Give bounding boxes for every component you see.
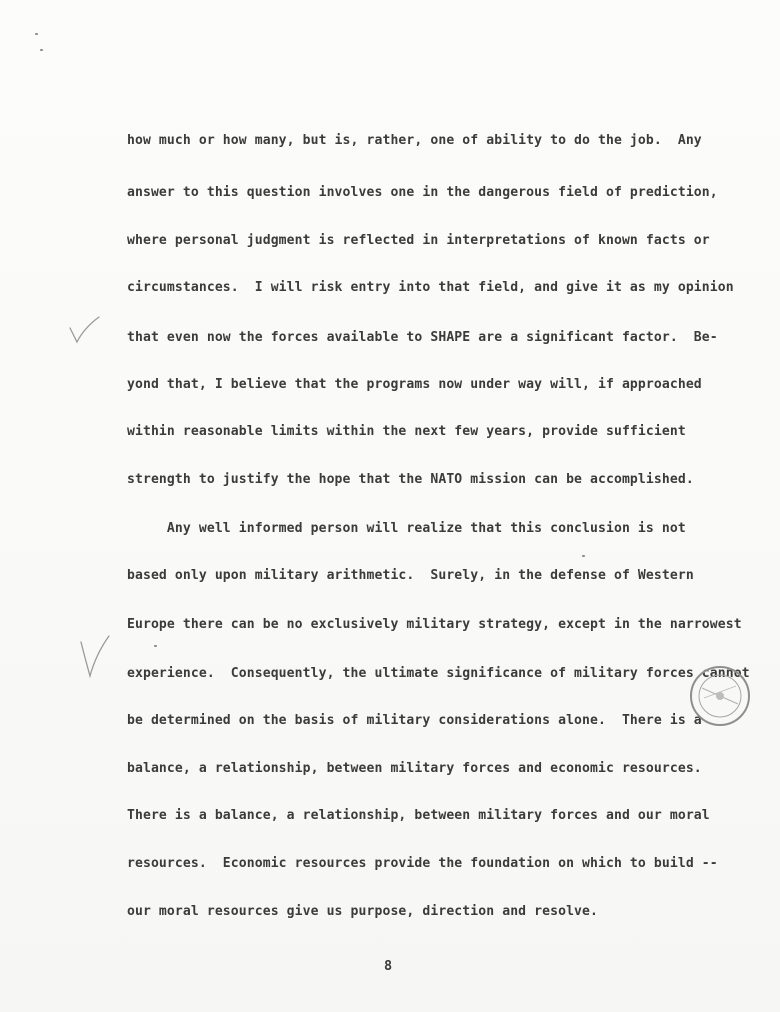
text-line-7: within reasonable limits within the next few years, provide sufficient <box>127 424 686 439</box>
library-stamp-icon <box>688 664 752 728</box>
check-mark-icon <box>66 314 102 346</box>
text-line-3: where personal judgment is reflected in interpretations of known facts or <box>127 233 710 248</box>
paper-speck <box>154 645 157 647</box>
text-line-11: Europe there can be no exclusively military strategy, except in the narrowest <box>127 617 742 632</box>
text-line-15: There is a balance, a relationship, between military forces and our moral <box>127 808 710 823</box>
paper-speck <box>35 33 38 35</box>
text-line-12: experience. Consequently, the ultimate significance of military forces cannot <box>127 666 750 681</box>
page-number: 8 <box>384 958 393 974</box>
text-line-16: resources. Economic resources provide the foundation on which to build -- <box>127 856 718 871</box>
text-line-2: answer to this question involves one in the dangerous field of prediction, <box>127 185 718 200</box>
text-line-6: yond that, I believe that the programs now under way will, if approached <box>127 377 702 392</box>
text-line-17: our moral resources give us purpose, direction and resolve. <box>127 904 599 919</box>
text-line-8: strength to justify the hope that the NATO mission can be accomplished. <box>127 472 694 487</box>
text-line-9: Any well informed person will realize that this conclusion is not <box>127 521 686 536</box>
text-line-1: how much or how many, but is, rather, one of ability to do the job. Any <box>127 133 702 148</box>
text-line-13: be determined on the basis of military considerations alone. There is a <box>127 713 702 728</box>
paper-speck <box>40 49 43 51</box>
text-line-10: based only upon military arithmetic. Surely, in the defense of Western <box>127 568 694 583</box>
text-line-5: that even now the forces available to SHAPE are a significant factor. Be- <box>127 330 718 345</box>
text-line-4: circumstances. I will risk entry into that field, and give it as my opinion <box>127 280 734 295</box>
paper-speck <box>582 555 585 557</box>
check-mark-icon <box>78 632 112 680</box>
text-line-14: balance, a relationship, between military forces and economic resources. <box>127 761 702 776</box>
